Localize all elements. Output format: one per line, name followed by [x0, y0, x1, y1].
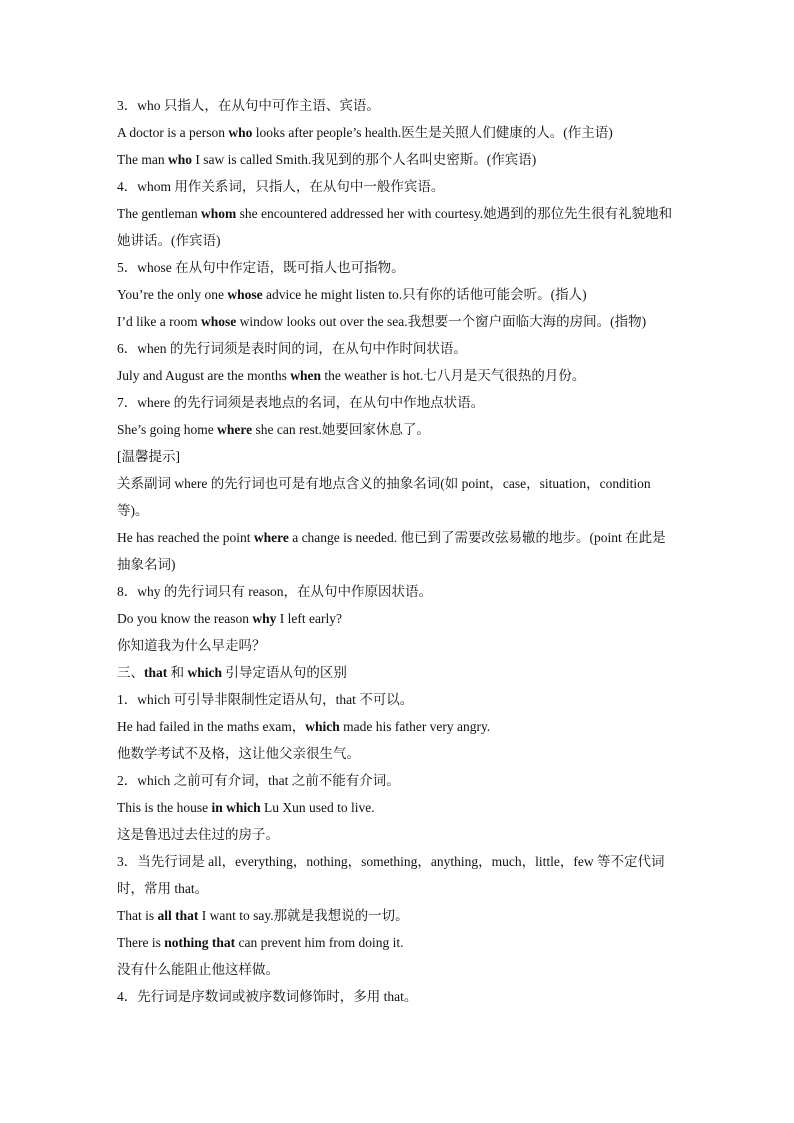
bold-keyword: who — [228, 125, 253, 140]
text-line — [117, 335, 679, 362]
text-run: made his father very angry. — [339, 719, 491, 734]
bold-keyword: where — [253, 530, 289, 545]
text-line — [117, 605, 679, 632]
text-run: 6．when 的先行词须是表时间的词，在从句中作时间状语。 — [117, 341, 467, 356]
text-run: I left early? — [276, 611, 342, 626]
text-run: She’s going home — [117, 422, 218, 437]
text-line — [117, 200, 679, 254]
text-run: she encountered addressed her with courtesy.她遇到的那位先生很有礼貌地和她讲话。(作宾语) — [117, 206, 673, 248]
text-line — [117, 821, 679, 848]
text-run: 引导定语从句的区别 — [222, 665, 347, 680]
text-run: 三、 — [117, 665, 144, 680]
text-run: 1．which 可引导非限制性定语从句，that 不可以。 — [117, 692, 414, 707]
text-line — [117, 443, 679, 470]
text-line — [117, 389, 679, 416]
bold-keyword: which — [187, 665, 223, 680]
text-run: she can rest.她要回家休息了。 — [252, 422, 430, 437]
text-run: a change is needed. 他已到了需要改弦易辙的地步。(point 在此是抽象名词) — [117, 530, 666, 572]
bold-keyword: nothing that — [164, 935, 236, 950]
text-run: The gentleman — [117, 206, 201, 221]
text-run: 2．which 之前可有介词，that 之前不能有介词。 — [117, 773, 400, 788]
text-run: A doctor is a person — [117, 125, 229, 140]
text-line — [117, 767, 679, 794]
text-run: 5．whose 在从句中作定语，既可指人也可指物。 — [117, 260, 405, 275]
document-page — [117, 92, 679, 1010]
text-run: He had failed in the maths exam， — [117, 719, 306, 734]
text-line — [117, 281, 679, 308]
text-line — [117, 956, 679, 983]
text-run: I saw is called Smith.我见到的那个人名叫史密斯。(作宾语) — [192, 152, 537, 167]
text-line — [117, 740, 679, 767]
text-run: Do you know the reason — [117, 611, 253, 626]
text-line — [117, 119, 679, 146]
text-run: 和 — [167, 665, 188, 680]
text-run: 这是鲁迅过去住过的房子。 — [117, 827, 279, 842]
text-run: He has reached the point — [117, 530, 254, 545]
text-run: [温馨提示] — [117, 449, 180, 464]
text-line — [117, 713, 679, 740]
text-run: You’re the only one — [117, 287, 228, 302]
bold-keyword: why — [252, 611, 277, 626]
text-line — [117, 416, 679, 443]
text-run: 4．whom 用作关系词，只指人，在从句中一般作宾语。 — [117, 179, 445, 194]
text-line — [117, 470, 679, 524]
bold-keyword: where — [217, 422, 253, 437]
text-run: The man — [117, 152, 168, 167]
bold-keyword: whose — [227, 287, 263, 302]
text-run: There is — [117, 935, 165, 950]
text-line — [117, 362, 679, 389]
bold-keyword: when — [290, 368, 321, 383]
text-line — [117, 686, 679, 713]
text-line — [117, 578, 679, 605]
text-run: window looks out over the sea.我想要一个窗户面临大海的房间。(指物) — [236, 314, 647, 329]
text-run: I’d like a room — [117, 314, 201, 329]
text-line — [117, 902, 679, 929]
text-run: This is the house — [117, 800, 212, 815]
text-run: 4．先行词是序数词或被序数词修饰时，多用 that。 — [117, 989, 418, 1004]
text-run: July and August are the months — [117, 368, 291, 383]
bold-keyword: whose — [200, 314, 237, 329]
text-line — [117, 146, 679, 173]
text-line — [117, 632, 679, 659]
text-line — [117, 254, 679, 281]
text-line — [117, 308, 679, 335]
text-line — [117, 92, 679, 119]
bold-keyword: in which — [211, 800, 261, 815]
text-line — [117, 929, 679, 956]
text-run: 没有什么能阻止他这样做。 — [117, 962, 279, 977]
text-run: I want to say.那就是我想说的一切。 — [198, 908, 409, 923]
bold-keyword: who — [167, 152, 192, 167]
text-run: Lu Xun used to live. — [260, 800, 375, 815]
text-run: 他数学考试不及格，这让他父亲很生气。 — [117, 746, 360, 761]
bold-keyword: all that — [157, 908, 199, 923]
text-run: That is — [117, 908, 158, 923]
text-line — [117, 659, 679, 686]
text-run: 7．where 的先行词须是表地点的名词，在从句中作地点状语。 — [117, 395, 485, 410]
text-run: 关系副词 where 的先行词也可是有地点含义的抽象名词(如 point，case，situation，condition 等)。 — [117, 476, 651, 518]
bold-keyword: that — [144, 665, 168, 680]
text-line — [117, 794, 679, 821]
bold-keyword: which — [305, 719, 340, 734]
text-run: looks after people’s health.医生是关照人们健康的人。(作主语) — [252, 125, 613, 140]
text-line — [117, 524, 679, 578]
text-run: advice he might listen to.只有你的话他可能会听。(指人) — [262, 287, 587, 302]
text-line — [117, 848, 679, 902]
bold-keyword: whom — [200, 206, 237, 221]
text-run: 3．当先行词是 all，everything，nothing，something，anything，much，little，few 等不定代词时，常用 that。 — [117, 854, 665, 896]
text-run: 你知道我为什么早走吗？ — [117, 638, 266, 653]
text-run: the weather is hot.七八月是天气很热的月份。 — [321, 368, 586, 383]
text-run: 8．why 的先行词只有 reason，在从句中作原因状语。 — [117, 584, 432, 599]
text-line — [117, 983, 679, 1010]
text-run: can prevent him from doing it. — [235, 935, 404, 950]
text-line — [117, 173, 679, 200]
text-run: 3．who 只指人，在从句中可作主语、宾语。 — [117, 98, 380, 113]
